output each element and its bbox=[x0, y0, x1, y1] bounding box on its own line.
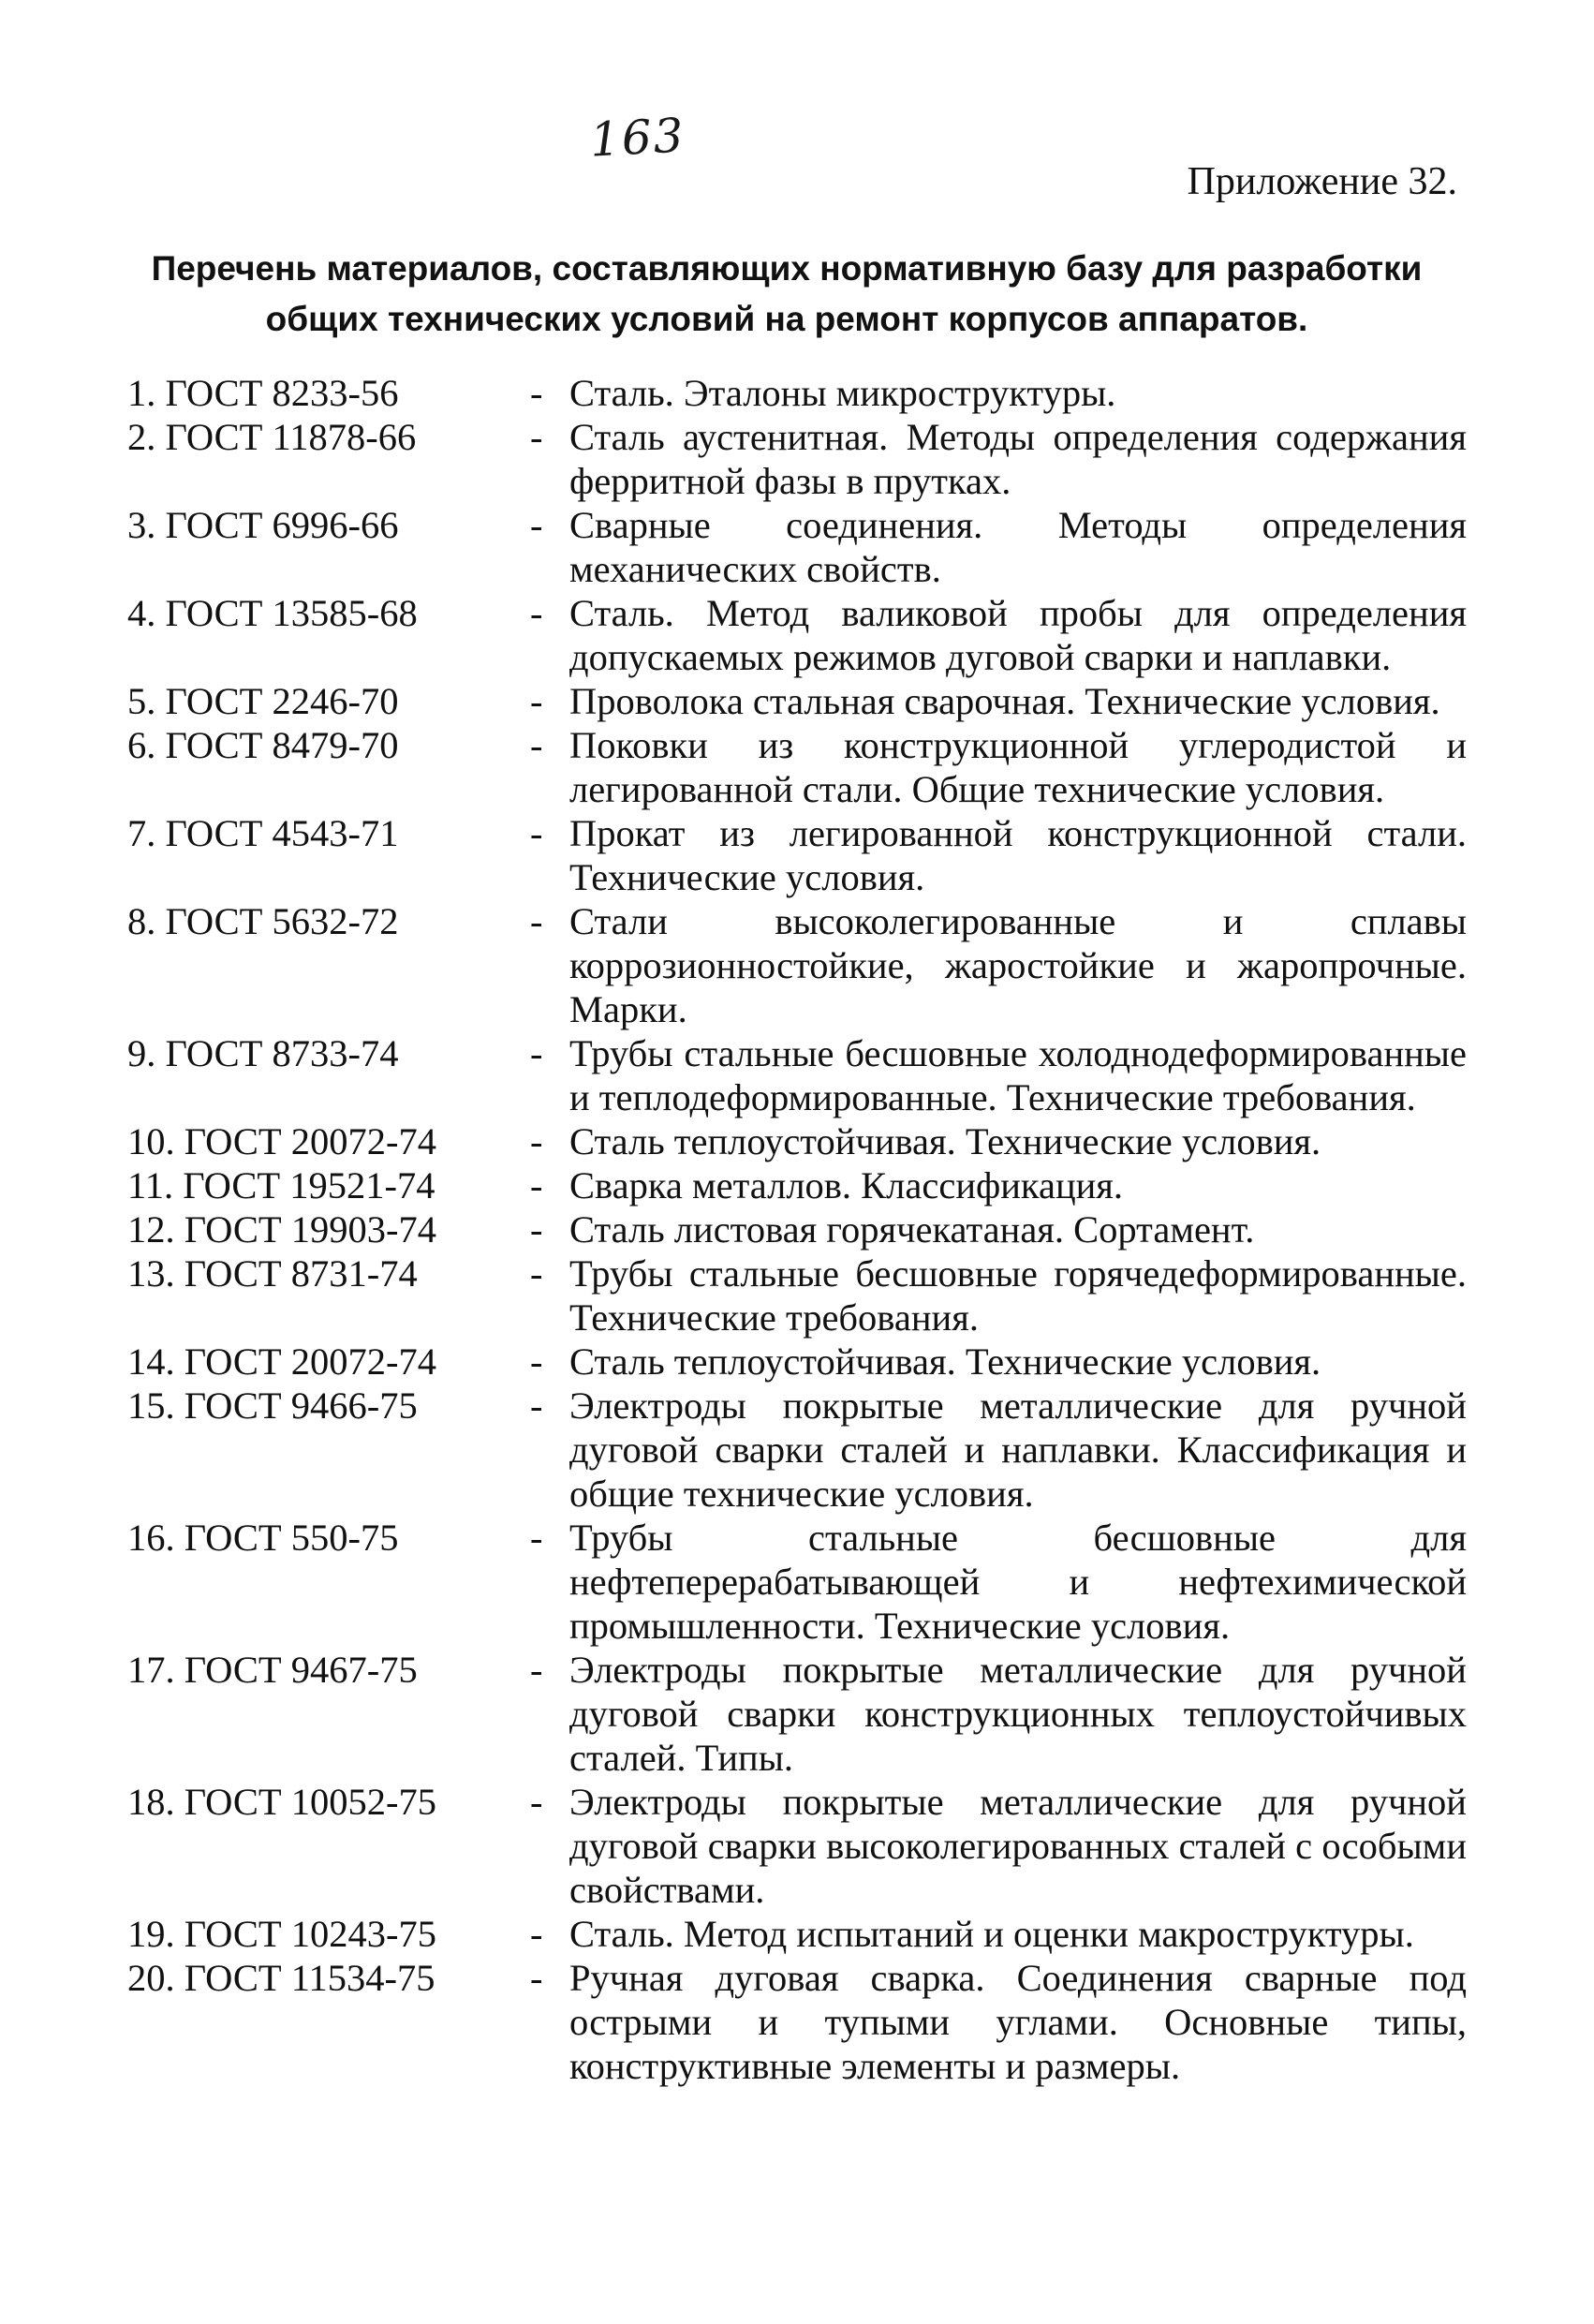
standard-description: Прокат из легированной конструкционной стали. Технические условия. bbox=[569, 812, 1467, 898]
title-line-1: Перечень материалов, составляющих нормативную базу для разработки bbox=[151, 249, 1423, 288]
list-item bbox=[127, 371, 1476, 415]
standard-description: Электроды покрытые металлические для ручной дуговой сварки конструкционных теплоустойчивых сталей. Типы. bbox=[569, 1649, 1467, 1779]
separator-dash: - bbox=[530, 1340, 543, 1383]
separator-dash: - bbox=[530, 1913, 543, 1955]
standard-description: Сталь. Метод валиковой пробы для определения допускаемых режимов дуговой сварки и наплавки. bbox=[569, 592, 1467, 678]
list-item bbox=[127, 1912, 1476, 1956]
standard-description: Сталь. Эталоны микроструктуры. bbox=[569, 372, 1116, 414]
list-item bbox=[127, 811, 1476, 899]
list-item bbox=[127, 1163, 1476, 1207]
separator-dash: - bbox=[530, 1384, 543, 1427]
standard-description: Поковки из конструкционной углеродистой и легированной стали. Общие технические условия. bbox=[569, 724, 1467, 810]
separator-dash: - bbox=[530, 724, 543, 766]
separator-dash: - bbox=[530, 1120, 543, 1162]
appendix-label: Приложение 32. bbox=[1187, 160, 1457, 203]
separator-dash: - bbox=[530, 680, 543, 722]
list-item bbox=[127, 899, 1476, 1031]
list-item bbox=[127, 1207, 1476, 1251]
standard-description: Электроды покрытые металлические для ручной дуговой сварки сталей и наплавки. Классификация и общие технические условия. bbox=[569, 1384, 1467, 1515]
list-item bbox=[127, 679, 1476, 723]
standard-description: Сталь листовая горячекатаная. Сортамент. bbox=[569, 1208, 1255, 1251]
list-item bbox=[127, 503, 1476, 591]
standard-number: 20. ГОСТ 11534-75 bbox=[127, 1957, 435, 1999]
document-title bbox=[112, 244, 1461, 345]
standard-number: 3. ГОСТ 6996-66 bbox=[127, 504, 399, 546]
list-item bbox=[127, 723, 1476, 811]
standard-number: 7. ГОСТ 4543-71 bbox=[127, 812, 399, 854]
standard-number: 12. ГОСТ 19903-74 bbox=[127, 1208, 437, 1251]
separator-dash: - bbox=[530, 1208, 543, 1251]
separator-dash: - bbox=[530, 1252, 543, 1295]
separator-dash: - bbox=[530, 1649, 543, 1691]
standard-number: 15. ГОСТ 9466-75 bbox=[127, 1384, 418, 1427]
standard-number: 4. ГОСТ 13585-68 bbox=[127, 592, 418, 634]
list-item bbox=[127, 1119, 1476, 1163]
list-item bbox=[127, 1648, 1476, 1780]
list-item bbox=[127, 1340, 1476, 1384]
standard-description: Сталь теплоустойчивая. Технические условия. bbox=[569, 1120, 1321, 1162]
standard-description: Сварка металлов. Классификация. bbox=[569, 1164, 1124, 1206]
standard-description: Сталь аустенитная. Методы определения содержания ферритной фазы в прутках. bbox=[569, 416, 1467, 502]
standards-list bbox=[127, 371, 1476, 2088]
list-item bbox=[127, 1384, 1476, 1516]
standard-number: 19. ГОСТ 10243-75 bbox=[127, 1913, 437, 1955]
separator-dash: - bbox=[530, 1032, 543, 1074]
standard-number: 6. ГОСТ 8479-70 bbox=[127, 724, 399, 766]
standard-number: 2. ГОСТ 11878-66 bbox=[127, 416, 417, 458]
list-item bbox=[127, 1031, 1476, 1119]
standard-description: Проволока стальная сварочная. Технические условия. bbox=[569, 680, 1440, 722]
list-item bbox=[127, 1516, 1476, 1648]
standard-description: Ручная дуговая сварка. Соединения сварные под острыми и тупыми углами. Основные типы, конструктивные элементы и размеры. bbox=[569, 1957, 1467, 2087]
standard-number: 13. ГОСТ 8731-74 bbox=[127, 1252, 418, 1295]
standard-description: Трубы стальные бесшовные горячедеформированные. Технические требования. bbox=[569, 1252, 1467, 1339]
standard-description: Трубы стальные бесшовные для нефтеперерабатывающей и нефтехимической промышленности. Технические условия. bbox=[569, 1517, 1467, 1647]
separator-dash: - bbox=[530, 1781, 543, 1823]
standard-description: Сталь теплоустойчивая. Технические условия. bbox=[569, 1340, 1321, 1383]
standard-description: Трубы стальные бесшовные холоднодеформированные и теплодеформированные. Технические требования. bbox=[569, 1032, 1467, 1118]
standard-number: 5. ГОСТ 2246-70 bbox=[127, 680, 399, 722]
standard-number: 18. ГОСТ 10052-75 bbox=[127, 1781, 437, 1823]
list-item bbox=[127, 415, 1476, 503]
standard-description: Сталь. Метод испытаний и оценки макроструктуры. bbox=[569, 1913, 1414, 1955]
list-item bbox=[127, 1956, 1476, 2088]
separator-dash: - bbox=[530, 504, 543, 546]
separator-dash: - bbox=[530, 592, 543, 634]
separator-dash: - bbox=[530, 812, 543, 854]
list-item bbox=[127, 1780, 1476, 1912]
standard-description: Сварные соединения. Методы определения механических свойств. bbox=[569, 504, 1467, 590]
standard-number: 10. ГОСТ 20072-74 bbox=[127, 1120, 437, 1162]
title-line-2: общих технических условий на ремонт корпусов аппаратов. bbox=[265, 300, 1308, 338]
separator-dash: - bbox=[530, 900, 543, 942]
standard-number: 11. ГОСТ 19521-74 bbox=[127, 1164, 435, 1206]
standard-number: 9. ГОСТ 8733-74 bbox=[127, 1032, 399, 1074]
handwritten-page-number: 163 bbox=[588, 108, 686, 168]
standard-number: 8. ГОСТ 5632-72 bbox=[127, 900, 399, 942]
separator-dash: - bbox=[530, 1517, 543, 1559]
standard-number: 17. ГОСТ 9467-75 bbox=[127, 1649, 418, 1691]
list-item bbox=[127, 1251, 1476, 1340]
standard-number: 16. ГОСТ 550-75 bbox=[127, 1517, 399, 1559]
separator-dash: - bbox=[530, 372, 543, 414]
standard-number: 14. ГОСТ 20072-74 bbox=[127, 1340, 437, 1383]
separator-dash: - bbox=[530, 1164, 543, 1206]
standard-description: Электроды покрытые металлические для ручной дуговой сварки высоколегированных сталей с особыми свойствами. bbox=[569, 1781, 1467, 1911]
standard-description: Стали высоколегированные и сплавы коррозионностойкие, жаростойкие и жаропрочные. Марки. bbox=[569, 900, 1467, 1030]
standard-number: 1. ГОСТ 8233-56 bbox=[127, 372, 399, 414]
list-item bbox=[127, 591, 1476, 679]
separator-dash: - bbox=[530, 1957, 543, 1999]
separator-dash: - bbox=[530, 416, 543, 458]
